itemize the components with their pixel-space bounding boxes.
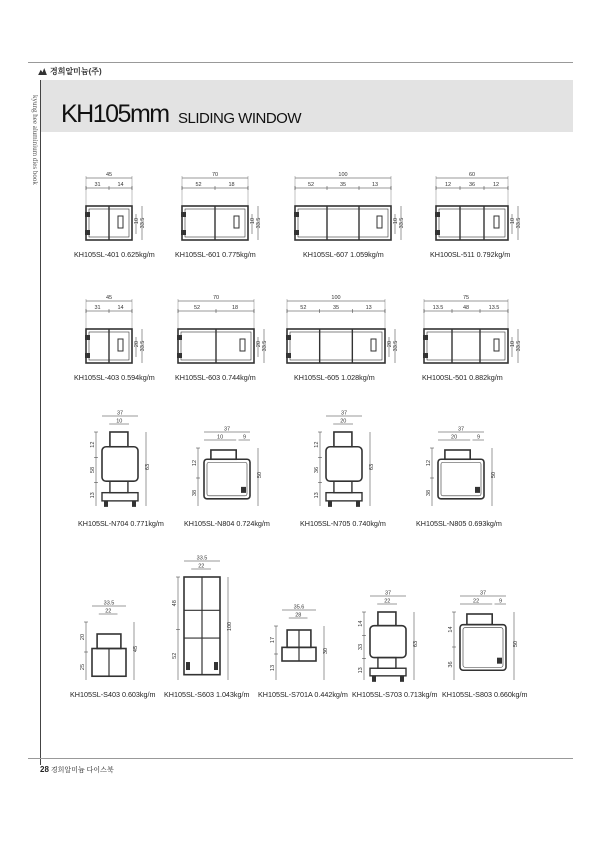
profile-outline bbox=[85, 230, 90, 235]
dimension-label: 38 bbox=[192, 489, 198, 497]
dimension-label: 20 bbox=[80, 633, 86, 641]
profile-outline bbox=[334, 432, 352, 447]
profile-outline bbox=[294, 230, 299, 235]
profile-outline bbox=[85, 335, 90, 340]
profile-outline bbox=[85, 212, 90, 217]
profile-drawing bbox=[424, 428, 500, 510]
dimension-label: 14 bbox=[448, 626, 454, 633]
profile-outline bbox=[177, 335, 182, 340]
profile-svg bbox=[434, 172, 522, 244]
profile-outline bbox=[370, 668, 406, 676]
dimension-label: 9 bbox=[498, 598, 503, 605]
profile-drawing bbox=[434, 172, 522, 244]
dimension-label: 10 bbox=[510, 340, 516, 348]
profile-outline bbox=[497, 658, 502, 664]
dimension-label: 37 bbox=[479, 590, 487, 597]
dimension-label: 63 bbox=[145, 463, 151, 471]
dimension-label: 20 bbox=[340, 418, 347, 425]
profile-outline bbox=[328, 501, 332, 507]
profile-outline bbox=[378, 658, 396, 669]
page-subtitle: SLIDING WINDOW bbox=[178, 110, 301, 127]
dimension-label: 60 bbox=[468, 172, 476, 178]
dimension-label: 48 bbox=[462, 305, 470, 311]
profile-outline bbox=[211, 450, 236, 459]
dimension-label: 13 bbox=[314, 492, 320, 499]
bottom-rule bbox=[28, 758, 573, 759]
profile-svg bbox=[190, 428, 266, 510]
profile-outline bbox=[370, 626, 406, 658]
profile-outline bbox=[475, 487, 480, 493]
dimension-label: 33 bbox=[358, 643, 364, 651]
dimension-label: 37 bbox=[223, 426, 231, 433]
profile-caption: KH105SL-605 1.028kg/m bbox=[294, 373, 375, 382]
dimension-label: 10 bbox=[250, 217, 256, 225]
profile-caption: KH100SL-511 0.792kg/m bbox=[430, 250, 511, 259]
top-rule bbox=[28, 62, 573, 63]
profile-outline bbox=[423, 353, 428, 358]
profile-drawing bbox=[84, 172, 146, 244]
profile-caption: KH100SL-501 0.882kg/m bbox=[422, 373, 503, 382]
profile-drawing bbox=[446, 592, 522, 684]
profile-drawing bbox=[176, 295, 268, 367]
profile-caption: KH105SL-403 0.594kg/m bbox=[74, 373, 155, 382]
dimension-label: 33.5 bbox=[393, 340, 399, 352]
dimension-label: 36 bbox=[468, 182, 476, 188]
dimension-label: 50 bbox=[257, 471, 263, 479]
profile-outline bbox=[132, 501, 136, 507]
dimension-label: 12 bbox=[314, 441, 320, 448]
dimension-label: 30 bbox=[323, 647, 329, 655]
profile-svg bbox=[78, 602, 142, 684]
profile-drawing bbox=[84, 295, 146, 367]
profile-drawing bbox=[180, 172, 262, 244]
dimension-label: 33.5 bbox=[262, 340, 268, 352]
profile-outline bbox=[97, 634, 121, 649]
profile-outline bbox=[287, 329, 385, 363]
footer bbox=[40, 765, 114, 775]
dimension-label: 12 bbox=[90, 441, 96, 448]
profile-caption: KH105SL-N805 0.693kg/m bbox=[416, 519, 502, 528]
dimension-label: 38 bbox=[426, 489, 432, 497]
dimension-label: 20 bbox=[134, 340, 140, 348]
dimension-label: 70 bbox=[211, 172, 219, 178]
dimension-label: 22 bbox=[105, 608, 112, 615]
dimension-label: 20 bbox=[451, 434, 458, 441]
dimension-label: 13 bbox=[90, 492, 96, 499]
dimension-label: 50 bbox=[513, 640, 519, 648]
brand-logo-icon bbox=[38, 68, 47, 75]
dimension-label: 10 bbox=[217, 434, 224, 441]
dimension-label: 33.5 bbox=[103, 600, 115, 607]
dimension-label: 52 bbox=[307, 182, 315, 188]
profile-outline bbox=[494, 339, 499, 351]
dimension-label: 10 bbox=[510, 217, 516, 225]
dimension-label: 13 bbox=[365, 305, 372, 311]
profile-outline bbox=[438, 459, 484, 499]
dimension-label: 48 bbox=[172, 600, 178, 607]
dimension-label: 63 bbox=[413, 640, 419, 648]
dimension-label: 52 bbox=[193, 305, 201, 311]
dimension-label: 18 bbox=[231, 305, 239, 311]
profile-drawing bbox=[170, 557, 236, 684]
profile-outline bbox=[85, 353, 90, 358]
profile-outline bbox=[181, 212, 186, 217]
dimension-label: 14 bbox=[358, 620, 364, 627]
dimension-label: 12 bbox=[492, 182, 500, 188]
profile-drawing bbox=[88, 412, 154, 510]
profile-outline bbox=[435, 212, 440, 217]
dimension-label: 100 bbox=[227, 621, 233, 632]
profile-caption: KH105SL-S603 1.043kg/m bbox=[164, 690, 250, 699]
dimension-label: 36 bbox=[448, 661, 454, 668]
profile-outline bbox=[286, 335, 291, 340]
dimension-label: 45 bbox=[105, 295, 113, 301]
dimension-label: 33.5 bbox=[140, 217, 146, 229]
brand bbox=[38, 66, 102, 77]
profile-outline bbox=[234, 216, 239, 228]
profile-svg bbox=[84, 295, 146, 367]
profile-outline bbox=[436, 206, 508, 240]
profile-svg bbox=[312, 412, 378, 510]
profile-caption: KH105SL-N705 0.740kg/m bbox=[300, 519, 386, 528]
profile-outline bbox=[326, 447, 362, 481]
profile-outline bbox=[494, 216, 499, 228]
profile-outline bbox=[110, 481, 128, 492]
dimension-label: 22 bbox=[473, 598, 480, 605]
dimension-label: 10 bbox=[134, 217, 140, 225]
dimension-label: 33.5 bbox=[516, 217, 522, 229]
dimension-label: 52 bbox=[195, 182, 202, 188]
profile-svg bbox=[176, 295, 268, 367]
profile-outline bbox=[241, 487, 246, 493]
profile-caption: KH105SL-S403 0.603kg/m bbox=[70, 690, 156, 699]
dimension-label: 9 bbox=[242, 434, 247, 441]
profile-svg bbox=[88, 412, 154, 510]
profile-svg bbox=[170, 557, 236, 684]
dimension-label: 35.6 bbox=[293, 604, 305, 611]
dimension-label: 17 bbox=[270, 636, 276, 644]
profile-caption: KH105SL-603 0.744kg/m bbox=[175, 373, 256, 382]
profile-svg bbox=[268, 606, 332, 684]
dimension-label: 37 bbox=[340, 410, 348, 417]
profile-outline bbox=[423, 335, 428, 340]
dimension-label: 14 bbox=[117, 305, 124, 311]
profile-drawing bbox=[285, 295, 399, 367]
profile-outline bbox=[104, 501, 108, 507]
side-label: kyung hee aluminium dies book bbox=[31, 95, 39, 185]
profile-outline bbox=[181, 230, 186, 235]
profile-outline bbox=[372, 676, 376, 682]
profile-outline bbox=[110, 432, 128, 447]
dimension-label: 33.5 bbox=[140, 340, 146, 352]
profile-svg bbox=[293, 172, 405, 244]
profile-drawing bbox=[293, 172, 405, 244]
profile-outline bbox=[371, 339, 376, 351]
dimension-label: 20 bbox=[256, 340, 262, 348]
dimension-label: 13.5 bbox=[488, 305, 500, 311]
dimension-label: 18 bbox=[228, 182, 235, 188]
dimension-label: 33.5 bbox=[256, 217, 262, 229]
profile-svg bbox=[424, 428, 500, 510]
dimension-label: 10 bbox=[116, 418, 123, 425]
profile-drawing bbox=[268, 606, 332, 684]
profile-outline bbox=[286, 353, 291, 358]
profile-caption: KH105SL-S701A 0.442kg/m bbox=[258, 690, 348, 699]
dimension-label: 35 bbox=[339, 182, 347, 188]
dimension-label: 31 bbox=[94, 182, 101, 188]
dimension-label: 12 bbox=[192, 459, 198, 467]
profile-outline bbox=[378, 612, 396, 626]
dimension-label: 70 bbox=[212, 295, 220, 301]
dimension-label: 100 bbox=[331, 295, 341, 301]
dimension-label: 58 bbox=[90, 466, 96, 474]
section-header bbox=[41, 80, 573, 132]
dimension-label: 33.5 bbox=[196, 555, 208, 562]
dimension-label: 52 bbox=[172, 652, 178, 659]
dimension-label: 75 bbox=[462, 295, 470, 301]
profile-outline bbox=[204, 459, 250, 499]
profile-outline bbox=[102, 493, 138, 501]
profile-outline bbox=[186, 662, 190, 670]
profile-caption: KH105SL-601 0.775kg/m bbox=[175, 250, 256, 259]
profile-svg bbox=[84, 172, 146, 244]
dimension-label: 37 bbox=[457, 426, 465, 433]
dimension-label: 22 bbox=[198, 563, 205, 570]
profile-outline bbox=[445, 450, 470, 459]
profile-caption: KH105SL-S703 0.713kg/m bbox=[352, 690, 438, 699]
profile-drawing bbox=[190, 428, 266, 510]
brand-name: 경희알미늄(주) bbox=[50, 67, 102, 76]
side-rule bbox=[40, 80, 41, 765]
profile-outline bbox=[424, 329, 508, 363]
dimension-label: 13 bbox=[270, 664, 276, 672]
profile-svg bbox=[180, 172, 262, 244]
profile-svg bbox=[285, 295, 399, 367]
dimension-label: 100 bbox=[338, 172, 348, 178]
profile-caption: KH105SL-S803 0.660kg/m bbox=[442, 690, 528, 699]
dimension-label: 63 bbox=[369, 463, 375, 471]
profile-svg bbox=[422, 295, 522, 367]
profile-caption: KH105SL-401 0.625kg/m bbox=[74, 250, 155, 259]
profile-svg bbox=[356, 592, 422, 684]
footer-text: 경희알미늄 다이스북 bbox=[50, 767, 114, 774]
profile-outline bbox=[118, 339, 123, 351]
dimension-label: 22 bbox=[384, 598, 391, 605]
dimension-label: 13 bbox=[371, 182, 379, 188]
profile-outline bbox=[214, 662, 218, 670]
profile-outline bbox=[326, 493, 362, 501]
dimension-label: 20 bbox=[387, 340, 393, 348]
profile-outline bbox=[240, 339, 245, 351]
page-number: 28 bbox=[40, 765, 49, 774]
dimension-label: 9 bbox=[476, 434, 481, 441]
dimension-label: 45 bbox=[133, 645, 139, 653]
dimension-label: 52 bbox=[300, 305, 307, 311]
profile-drawing bbox=[78, 602, 142, 684]
profile-svg bbox=[446, 592, 522, 684]
dimension-label: 33.5 bbox=[399, 217, 405, 229]
profile-outline bbox=[294, 212, 299, 217]
dimension-label: 35 bbox=[332, 305, 340, 311]
profile-caption: KH105SL-607 1.059kg/m bbox=[303, 250, 384, 259]
dimension-label: 10 bbox=[393, 217, 399, 225]
profile-caption: KH105SL-N804 0.724kg/m bbox=[184, 519, 270, 528]
profile-outline bbox=[435, 230, 440, 235]
profile-caption: KH105SL-N704 0.771kg/m bbox=[78, 519, 164, 528]
dimension-label: 13.5 bbox=[432, 305, 444, 311]
profile-drawing bbox=[312, 412, 378, 510]
dimension-label: 45 bbox=[105, 172, 113, 178]
profile-outline bbox=[439, 209, 505, 237]
dimension-label: 13 bbox=[358, 667, 364, 674]
dimension-label: 12 bbox=[444, 182, 452, 188]
profile-drawing bbox=[356, 592, 422, 684]
profile-outline bbox=[334, 481, 352, 492]
dimension-label: 14 bbox=[117, 182, 124, 188]
dimension-label: 50 bbox=[491, 471, 497, 479]
profile-outline bbox=[400, 676, 404, 682]
profile-drawing bbox=[422, 295, 522, 367]
dimension-label: 33.5 bbox=[516, 340, 522, 352]
dimension-label: 36 bbox=[314, 466, 320, 474]
profile-outline bbox=[467, 614, 492, 625]
profile-outline bbox=[427, 332, 505, 360]
dimension-label: 25 bbox=[80, 663, 86, 671]
profile-outline bbox=[177, 353, 182, 358]
dimension-label: 28 bbox=[295, 612, 302, 619]
page-title: KH105mm bbox=[61, 100, 169, 128]
dimension-label: 37 bbox=[116, 410, 124, 417]
profile-outline bbox=[377, 216, 382, 228]
dimension-label: 12 bbox=[426, 459, 432, 467]
profile-outline bbox=[290, 332, 382, 360]
profile-outline bbox=[118, 216, 123, 228]
dimension-label: 31 bbox=[94, 305, 101, 311]
dimension-label: 37 bbox=[384, 590, 392, 597]
profile-outline bbox=[356, 501, 360, 507]
profile-outline bbox=[298, 209, 388, 237]
profile-outline bbox=[102, 447, 138, 481]
